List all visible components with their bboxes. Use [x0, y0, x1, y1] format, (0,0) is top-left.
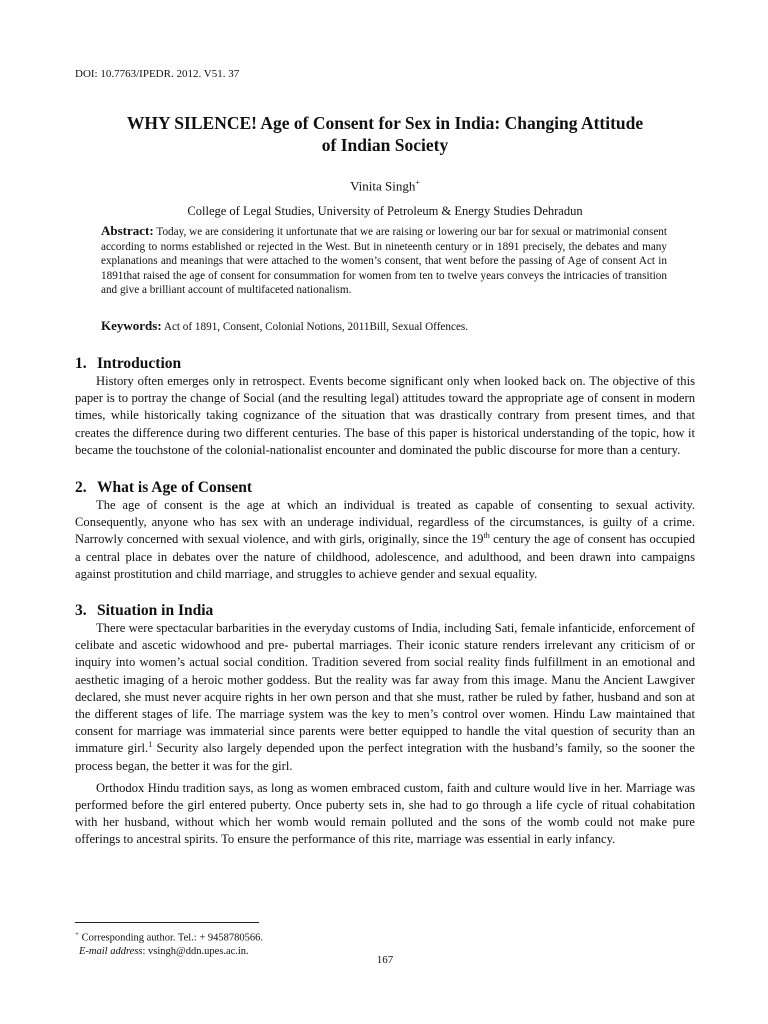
section-introduction: [75, 354, 695, 459]
author: [75, 178, 695, 194]
footnote-ref: 1: [148, 740, 153, 750]
paragraph: Orthodox Hindu tradition says, as long as women embraced custom, faith and culture would live in her. Marriage was performed before the girl entered puberty. Once puberty sets in, she had to go through a life cycle of ritual cohabitation with her husband, without which her womb would remain polluted and the sons of the womb could not make pure offerings to ancestral spirits. To ensure the performance of this rite, marriage was essential in early infancy.: [75, 780, 695, 847]
keywords-text: Act of 1891, Consent, Colonial Notions, 2011Bill, Sexual Offences.: [163, 321, 469, 333]
abstract-text: Today, we are considering it unfortunate that we are raising or lowering our bar for sexual or matrimonial consent according to norms established or rejected in the West. But in nineteenth century or in 1891 precisely, the debates and many explanations and meanings that were attached to the women’s consent, that went before the passing of Age of consent Act in 1891that raised the age of consent for consummation for women from ten to twelve years conveys the intricacies of transition and give a brilliant account of multifaceted nationalism.: [101, 226, 667, 297]
section-number: 2.: [75, 479, 87, 496]
superscript: th: [483, 531, 490, 541]
paragraph: History often emerges only in retrospect. Events become significant only when looked back on. The objective of this paper is to portray the change of Social (and the resulting legal) attitudes toward the appropriate age of consent in modern times, while historically taking cognizance of the situation that was drastically contrary from present times, and that creates the difference during two different centuries. The base of this paper is historical understanding of the topic, how it became the touchstone of the colonial-nationalist encounter and dominated the public discourse for more than a century.: [75, 374, 695, 457]
section-situation-in-india: [75, 601, 695, 849]
paragraph-text: There were spectacular barbarities in the everyday customs of India, including Sati, female infanticide, enforcement of celibate and ascetic widowhood and pre- pubertal marriages. Their iconic stature renders irrelevant any criticism of or inquiry into women’s actual social condition. Tradition severed from social reality finds fulfillment in an emotional and aesthetic imaging of a heroic mother goddess. But the reality was far away from this image. Manu the Ancient Lawgiver declared, she must never acquire rights in her own person and that she must, rather be ruled by father, husband and son at the different stages of life. The marriage system was the key to men’s control over women. Hindu Law maintained that consent for marriage was immaterial since parents were better equipped to handle the vital question of security than an immature girl.: [75, 621, 695, 756]
section-heading: [75, 601, 695, 620]
section-title: Situation in India: [97, 602, 214, 619]
section-title: Introduction: [97, 355, 182, 372]
affiliation: College of Legal Studies, University of Petroleum & Energy Studies Dehradun: [187, 204, 583, 218]
keywords-label: Keywords:: [101, 318, 162, 333]
keywords: [101, 318, 667, 334]
abstract-label: Abstract:: [101, 223, 154, 238]
section-number: 1.: [75, 355, 87, 372]
email-address: : vsingh@ddn.upes.ac.in.: [142, 945, 249, 957]
title-line-1: WHY SILENCE! Age of Consent for Sex in India: Changing Attitude: [126, 113, 644, 133]
footnote-divider: [75, 922, 259, 923]
title-line-2: of Indian Society: [321, 135, 449, 155]
paragraph: [75, 620, 695, 775]
author-mark: +: [415, 178, 420, 187]
paper-title: [75, 112, 695, 156]
page-number: 167: [376, 954, 394, 966]
section-age-of-consent: [75, 478, 695, 583]
footnote-mark: +: [75, 930, 79, 938]
author-name: Vinita Singh: [350, 178, 416, 194]
doi: DOI: 10.7763/IPEDR. 2012. V51. 37: [75, 68, 240, 80]
paragraph-text: century the age of consent has occupied a central place in debates over the nature of childhood, adolescence, and adulthood, and been drawn into campaigns against prostitution and child marriage, and struggles to achieve gender and sexual equality.: [75, 532, 695, 581]
footnote-line-1: Corresponding author. Tel.: + 9458780566.: [78, 932, 264, 944]
section-number: 3.: [75, 602, 87, 619]
section-heading: [75, 478, 695, 497]
section-title: What is Age of Consent: [97, 479, 253, 496]
paragraph: [75, 497, 695, 583]
abstract: [101, 224, 667, 298]
paragraph-text: Security also largely depended upon the perfect integration with the husband’s family, so the sooner the process began, the better it was for the girl.: [75, 741, 695, 773]
email-label: E-mail address: [79, 945, 143, 957]
section-heading: [75, 354, 695, 373]
paragraph-text: The age of consent is the age at which an individual is treated as capable of consenting to sexual activity. Consequently, anyone who has sex with an underage individual, regardless of the circumstances, is guilty of a crime. Narrowly concerned with sexual violence, and with girls, originally, since the 19: [75, 498, 695, 547]
